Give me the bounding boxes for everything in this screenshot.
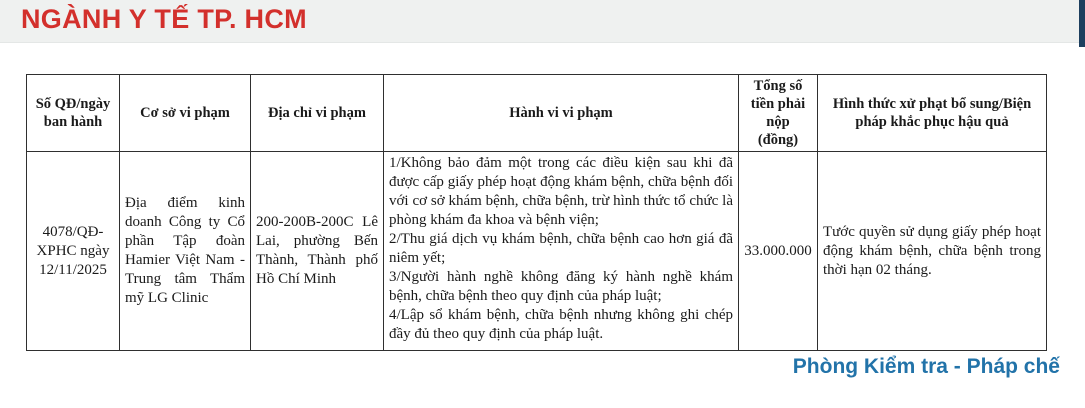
table-header-row [27,75,1047,152]
column-header-decision-number: Số QĐ/ngày ban hành [27,75,120,152]
violations-table [26,74,1047,351]
footer-department-label: Phòng Kiểm tra - Pháp chế [792,355,1060,378]
violation-item-3: 3/Người hành nghề không đăng ký hành nghề khám bệnh, chữa bệnh theo quy định của pháp luật; [389,269,733,304]
header-banner [0,0,1085,43]
cell-decision-number: 4078/QĐ-XPHC ngày 12/11/2025 [27,152,120,351]
violation-item-1: 1/Không bảo đảm một trong các điều kiện sau khi đã được cấp giấy phép hoạt động khám bệnh, chữa bệnh đối với cơ sở khám bệnh, chữa bệnh, trừ hình thức tổ chức là phòng khám đa khoa và bệnh viện; [389,155,733,228]
column-header-address: Địa chỉ vi phạm [251,75,384,152]
column-header-violation: Hành vi vi phạm [384,75,739,152]
cell-violations [384,152,739,351]
cell-facility: Địa điểm kinh doanh Công ty Cổ phần Tập đoàn Hamier Việt Nam - Trung tâm Thẩm mỹ LG Clinic [120,152,251,351]
cell-amount: 33.000.000 [739,152,818,351]
column-header-amount: Tổng số tiền phải nộp (đồng) [739,75,818,152]
page-title: NGÀNH Y TẾ TP. HCM [21,4,307,34]
column-header-additional-penalty: Hình thức xử phạt bổ sung/Biện pháp khắc phục hậu quả [818,75,1047,152]
violation-item-4: 4/Lập sổ khám bệnh, chữa bệnh nhưng không ghi chép đầy đủ theo quy định của pháp luật. [389,307,733,342]
column-header-facility: Cơ sở vi phạm [120,75,251,152]
violation-item-2: 2/Thu giá dịch vụ khám bệnh, chữa bệnh cao hơn giá đã niêm yết; [389,231,733,266]
corner-accent-strip [1079,0,1085,47]
table-row [27,152,1047,351]
cell-additional-penalty: Tước quyền sử dụng giấy phép hoạt động khám bệnh, chữa bệnh trong thời hạn 02 tháng. [818,152,1047,351]
cell-address: 200-200B-200C Lê Lai, phường Bến Thành, Thành phố Hồ Chí Minh [251,152,384,351]
